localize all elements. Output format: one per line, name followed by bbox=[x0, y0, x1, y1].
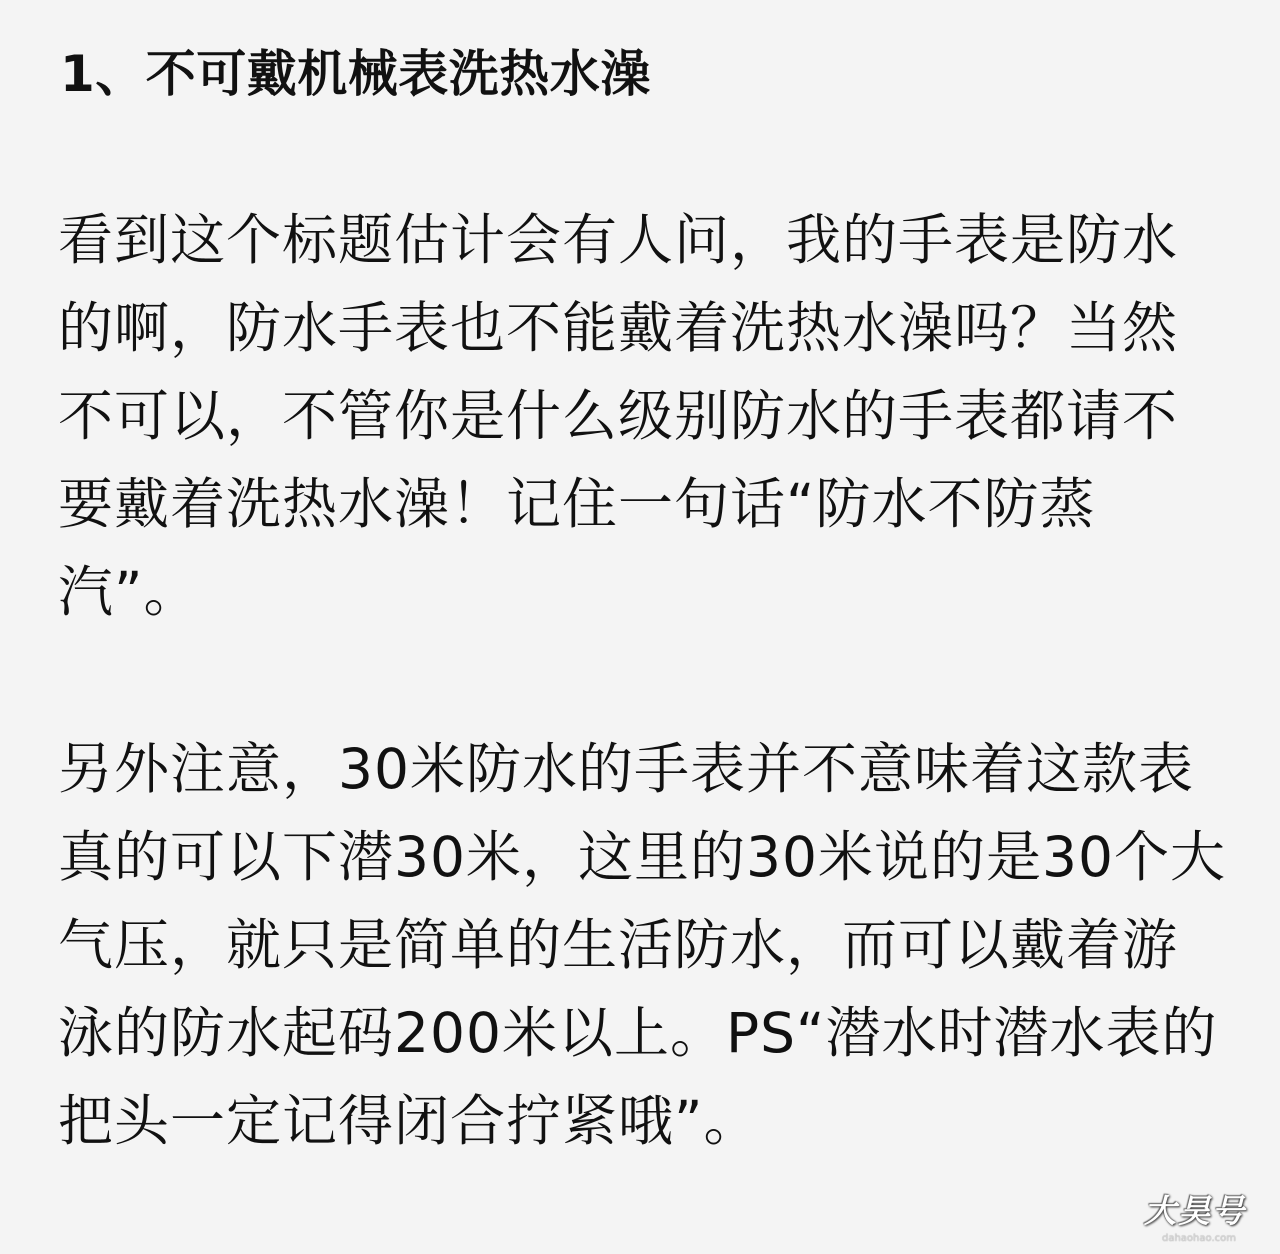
paragraph-line: 汽”。 bbox=[58, 560, 200, 624]
paragraph-line: 要戴着洗热水澡！记住一句话“防水不防蒸 bbox=[58, 472, 1096, 536]
paragraph-line: 气压，就只是简单的生活防水，而可以戴着游 bbox=[58, 913, 1179, 977]
paragraph-line: 把头一定记得闭合拧紧哦”。 bbox=[58, 1089, 760, 1153]
paragraph-line: 的啊，防水手表也不能戴着洗热水澡吗？当然 bbox=[58, 296, 1179, 360]
paragraph-water-resistance bbox=[58, 725, 1226, 1165]
paragraph-line: 看到这个标题估计会有人问，我的手表是防水 bbox=[58, 208, 1179, 272]
article-heading: 1、不可戴机械表洗热水澡 bbox=[60, 45, 651, 103]
paragraph-line: 泳的防水起码200米以上。PS“潜水时潜水表的 bbox=[58, 1001, 1218, 1065]
paragraph-shower-warning bbox=[58, 196, 1178, 636]
paragraph-line: 另外注意，30米防水的手表并不意味着这款表 bbox=[58, 737, 1194, 801]
watermark-url: dahaohao.com bbox=[1161, 1233, 1236, 1244]
paragraph-line: 真的可以下潜30米，这里的30米说的是30个大 bbox=[58, 825, 1226, 889]
paragraph-line: 不可以，不管你是什么级别防水的手表都请不 bbox=[58, 384, 1179, 448]
watermark-logo: 大昊号 bbox=[1143, 1192, 1246, 1230]
